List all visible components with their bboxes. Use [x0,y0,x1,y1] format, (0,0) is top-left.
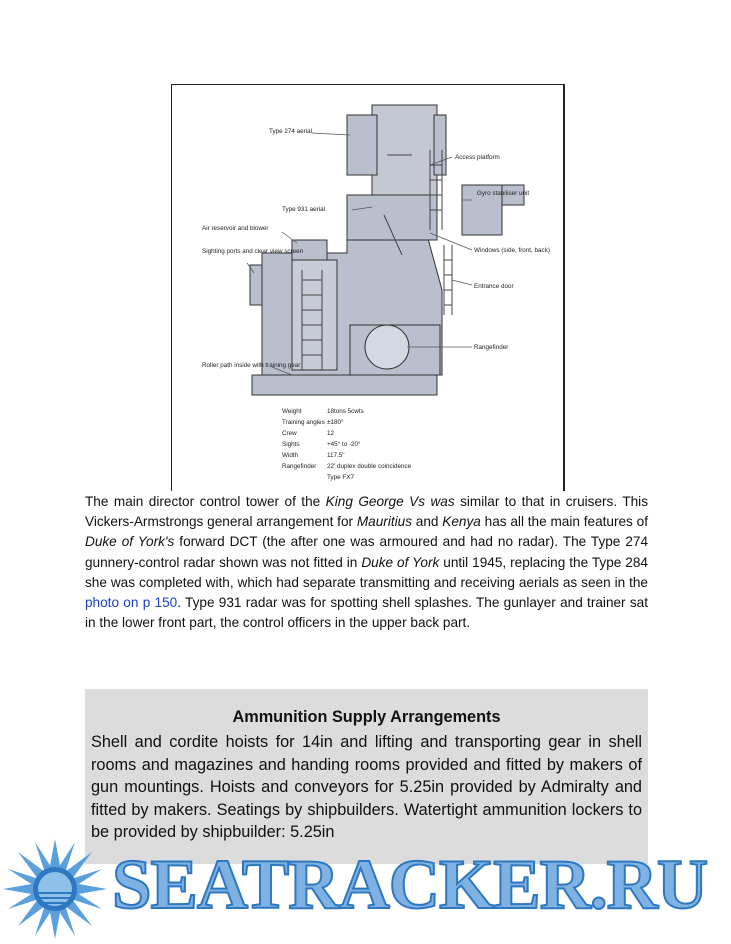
sidebar-body: Shell and cordite hoists for 14in and lifting and transporting gear in shell rooms and magazines and handing rooms provided and fitted by makers of gun mountings. Hoists and conveyors for 5.25in provided by Admiralty and fitted by makers. Seatings by shipbuilders. Watertight ammunition lockers to be provided by shipbuilder: 5.25in [91,733,642,841]
caption-text: similar to that in cruisers. This Vickers-Armstrongs general arrangement for [85,494,648,530]
caption-italic: Duke of York's [85,534,175,550]
caption-italic: Kenya [442,514,481,530]
caption-italic: King George Vs was [325,494,455,509]
label-air: Air reservoir and blower [202,225,269,232]
spec-key: Weight [282,408,302,415]
spec-table [282,408,412,481]
caption-text: The main director control tower of the [85,494,326,509]
spec-value: 117.5" [327,452,345,459]
dct-figure [171,84,565,491]
label-sighting: Sighting ports and clear view screen [202,248,304,255]
caption-italic: Mauritius [356,514,412,530]
spec-value: 18tons 5cwts [327,408,364,415]
spec-key: Sights [282,441,300,448]
sighting-port [250,265,262,305]
spec-key: Training angles [282,419,325,426]
caption-text: until 1945, replacing the Type 284 she was completed with, which had separate transmitting and receiving aerials as seen in the [85,554,648,590]
dct-ladder-panel [292,260,337,370]
spec-value: +45° to -20° [327,441,361,448]
rangefinder-circle [365,325,409,369]
caption-text: and [412,514,443,530]
spec-value: 22' duplex double coincidence [327,463,412,470]
sidebar-title: Ammunition Supply Arrangements [232,708,501,726]
spec-value: ±180° [327,419,344,426]
radar-housing [372,105,437,195]
label-rangefinder: Rangefinder [474,344,509,351]
watermark-text: SEATRACKER.RU [112,846,708,924]
dct-base [252,375,437,395]
caption-text: has all the main features of [480,514,648,530]
aerial-left [347,115,377,175]
spec-key: Crew [282,430,297,437]
spec-key: Rangefinder [282,463,317,470]
label-gyro: Gyro stabiliser unit [477,190,530,197]
dct-diagram [172,85,563,491]
caption-text: . Type 931 radar was for spotting shell splashes. The gunlayer and trainer sat in the lower front part, the control officers in the upper back part. [85,595,649,631]
spec-key: Width [282,452,299,459]
spec-value: 12 [327,430,335,437]
figure-caption [85,492,648,633]
label-access: Access platform [455,154,500,161]
dct-hull [262,235,442,375]
caption-text: forward DCT (the after one was armoured and had no radar). The Type 274 gunnery-control radar shown was not fitted in [85,534,649,570]
spec-value: Type FX7 [327,474,354,481]
label-type274: Type 274 aerial [269,128,313,135]
label-windows: Windows (side, front, back) [474,247,550,254]
photo-link[interactable]: photo on p 150 [85,595,178,611]
label-entrance: Entrance door [474,283,514,290]
caption-italic: Duke of York [361,554,440,570]
aerial-right [434,115,446,175]
label-type931: Type 931 aerial [282,206,326,213]
label-roller: Roller path inside with training gear [202,362,301,369]
